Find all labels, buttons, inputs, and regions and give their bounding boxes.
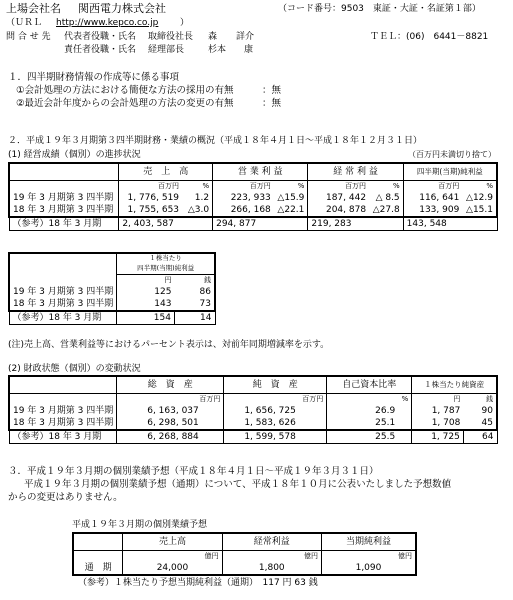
representative-family-name: 森: [208, 32, 218, 42]
table1-header-net-income: 四半期(当期)純利益: [403, 163, 497, 181]
table2-unit-blank: [9, 275, 117, 287]
company-url[interactable]: http://www.kepco.co.jp: [56, 18, 159, 28]
table1-unit: %: [462, 181, 497, 193]
table3-header-net-assets: 純 資 産: [224, 376, 327, 394]
cell: 204, 878: [308, 204, 369, 217]
table1-unit: %: [274, 181, 308, 193]
representative-given-name: 詳介: [236, 32, 255, 42]
row-label: 通 期: [73, 562, 123, 575]
cell: 1, 599, 578: [224, 430, 327, 444]
table1-header-sales: 売 上 高: [119, 163, 213, 181]
cell: 223, 933: [230, 192, 271, 203]
cell: 187, 442: [325, 192, 367, 203]
table1-corner: [9, 163, 119, 181]
cell: 143, 548: [403, 217, 497, 231]
responsible-title: 責任者役職・氏名: [64, 45, 137, 55]
table-row: [9, 417, 497, 430]
section1-item1: ①会計処理の方法における簡便な方法の採用の有無: [16, 85, 234, 96]
table3-unit: 百万円: [224, 394, 327, 406]
section2-title: ２．平成１９年３月期第３四半期財務・業績の概況（平成１８年４月１日～平成１８年１２月３１日）: [8, 136, 423, 146]
url-close: ）: [180, 18, 190, 28]
table1-unit: %: [182, 181, 213, 193]
section1-title: １．四半期財務情報の作成等に係る事項: [8, 72, 180, 83]
cell: 125: [154, 286, 172, 297]
row-label: （参考）18 年 3 月期: [9, 430, 117, 444]
cell: 26.9: [327, 405, 412, 417]
cell: 24,000: [123, 562, 222, 575]
table1-header-ordinary-income: 経 常 利 益: [308, 163, 403, 181]
table4-header-net-income: 当期純利益: [321, 533, 416, 551]
cell: △12.9: [462, 192, 497, 204]
cell: 6, 298, 501: [117, 417, 224, 430]
row-label: 18 年 3 月期第 3 四半期: [9, 417, 117, 430]
responsible-family-name: 杉本: [208, 45, 227, 55]
cell: 2, 403, 587: [119, 217, 213, 231]
cell: 6, 268, 884: [117, 430, 224, 444]
telephone: ＴＥＬ：(06) 6441－8821: [370, 32, 489, 42]
table3-unit: 百万円: [117, 394, 224, 406]
cell: 1, 583, 626: [224, 417, 327, 430]
table-row: [9, 286, 215, 298]
table1-unit: %: [369, 181, 403, 193]
table1-unit: 百万円: [345, 182, 367, 191]
company-name: 関西電力株式会社: [78, 2, 166, 15]
cell: 1, 755, 653: [119, 204, 182, 217]
table4-unit: 億円: [222, 551, 321, 563]
cell: 86: [174, 286, 215, 298]
table2-unit-sen: 銭: [174, 275, 215, 287]
forecast-table-title: 平成１９年３月期の個別業績予想: [72, 520, 208, 530]
cell: 45: [463, 417, 497, 430]
table1-unit: 百万円: [158, 182, 180, 191]
cell: 1, 725: [412, 430, 464, 444]
table4-header-sales: 売上高: [123, 533, 222, 551]
responsible-given-name: 康: [244, 45, 254, 55]
row-label: 19 年 3 月期第 3 四半期: [9, 405, 117, 417]
table2-header-line1: １株当たり: [117, 253, 215, 264]
cell: 294, 877: [213, 217, 308, 231]
table3-header-bps: １株当たり純資産: [412, 376, 497, 394]
cell: △ 8.5: [369, 192, 403, 204]
row-label: 18 年 3 月期第 3 四半期: [9, 204, 119, 217]
representative-role: 取締役社長: [148, 32, 194, 42]
cell: 266, 168: [213, 204, 274, 217]
table4-unit: 億円: [321, 551, 416, 563]
table-row: [9, 405, 497, 417]
table1-header-operating-income: 営 業 利 益: [213, 163, 308, 181]
row-label: 18 年 3 月期第 3 四半期: [9, 298, 117, 311]
section2-sub2: (2) 財政状態（個別）の変動状況: [8, 364, 141, 374]
cell: △15.9: [274, 192, 308, 204]
responsible-role: 経理部長: [148, 45, 185, 55]
table-row: [9, 430, 497, 444]
cell: 64: [463, 430, 497, 444]
table-row: [9, 298, 215, 311]
cell: 1.2: [182, 192, 213, 204]
cell: 1, 776, 519: [127, 192, 180, 203]
cell: 219, 283: [308, 217, 403, 231]
section3-title: ３．平成１９年３月期の個別業績予想（平成１８年４月１日～平成１９年３月３１日）: [8, 466, 379, 477]
cell: 90: [463, 405, 497, 417]
table1-unit: 百万円: [249, 182, 271, 191]
cell: △3.0: [182, 204, 213, 217]
table3-unit: %: [327, 394, 412, 406]
table3-header-equity-ratio: 自己資本比率: [327, 376, 412, 394]
section1-item2: ②最近会計年度からの会計処理の方法の変更の有無: [16, 98, 234, 109]
table-row: [9, 217, 497, 231]
url-label: （ＵＲＬ: [6, 18, 43, 28]
table2-unit-yen: 円: [164, 276, 172, 285]
forecast-table: [72, 532, 417, 576]
table3-unit: 円: [453, 395, 461, 404]
table3-header-total-assets: 総 資 産: [117, 376, 224, 394]
cell: 1,800: [222, 562, 321, 575]
cell: △15.1: [462, 204, 497, 217]
contact-label: 問 合 せ 先: [6, 32, 51, 42]
section1-item2-value: ：無: [262, 98, 282, 109]
table-row: [73, 562, 416, 575]
cell: 14: [174, 311, 215, 325]
section3-text-line1: 平成１９年３月期の個別業績予想（通期）について、平成１８年１０月に公表いたしました予想数値: [24, 479, 452, 490]
table4-unit-blank: [73, 551, 123, 563]
cell: 25.1: [327, 417, 412, 430]
cell: △22.1: [274, 204, 308, 217]
percent-note: (注)売上高、営業利益等におけるパーセント表示は、対前年同期増減率を示す。: [8, 340, 330, 350]
cell: △27.8: [369, 204, 403, 217]
operating-results-table: [8, 162, 498, 231]
eps-forecast-footnote: （参考）１株当たり予想当期純利益（通期） 117 円 63 銭: [78, 578, 318, 588]
table4-unit: 億円: [123, 551, 222, 563]
table1-unit-blank: [9, 181, 119, 193]
table2-corner: [9, 253, 117, 275]
row-label: 19 年 3 月期第 3 四半期: [9, 192, 119, 204]
row-label: 19 年 3 月期第 3 四半期: [9, 286, 117, 298]
company-label: 上場会社名: [6, 2, 61, 15]
cell: 143: [117, 298, 175, 311]
table3-corner: [9, 376, 117, 394]
table4-corner: [73, 533, 123, 551]
table2-header-line2: 四半期(当期)純利益: [117, 264, 215, 275]
cell: 1, 708: [412, 417, 464, 430]
cell: 116, 641: [419, 192, 460, 203]
table1-unit: 百万円: [438, 182, 460, 191]
cell: 1, 656, 725: [224, 405, 327, 417]
cell: 25.5: [327, 430, 412, 444]
stock-code-info: （コード番号：9503 東証・大証・名証第１部）: [278, 4, 481, 14]
table4-header-ordinary-income: 経常利益: [222, 533, 321, 551]
table-row: [9, 204, 497, 217]
cell: 6, 163, 037: [117, 405, 224, 417]
table-row: [9, 192, 497, 204]
row-label: （参考）18 年 3 月期: [9, 217, 119, 231]
representative-title: 代表者役職・氏名: [64, 32, 137, 42]
cell: 133, 909: [403, 204, 462, 217]
table3-unit-blank: [9, 394, 117, 406]
section3-text-line2: からの変更はありません。: [8, 492, 123, 503]
financial-position-table: [8, 375, 498, 444]
cell: 73: [174, 298, 215, 311]
unit-note: （百万円未満切り捨て）: [408, 150, 496, 159]
cell: 1, 787: [431, 405, 461, 416]
eps-table: [8, 252, 216, 325]
table-row: [9, 311, 215, 325]
cell: 1,090: [321, 562, 416, 575]
row-label: （参考）18 年 3 月期: [9, 311, 117, 325]
section1-item1-value: ：無: [262, 85, 282, 96]
cell: 154: [117, 311, 175, 325]
section2-sub1: (1) 経営成績（個別）の進捗状況: [8, 150, 141, 160]
table3-unit: 銭: [463, 394, 497, 406]
